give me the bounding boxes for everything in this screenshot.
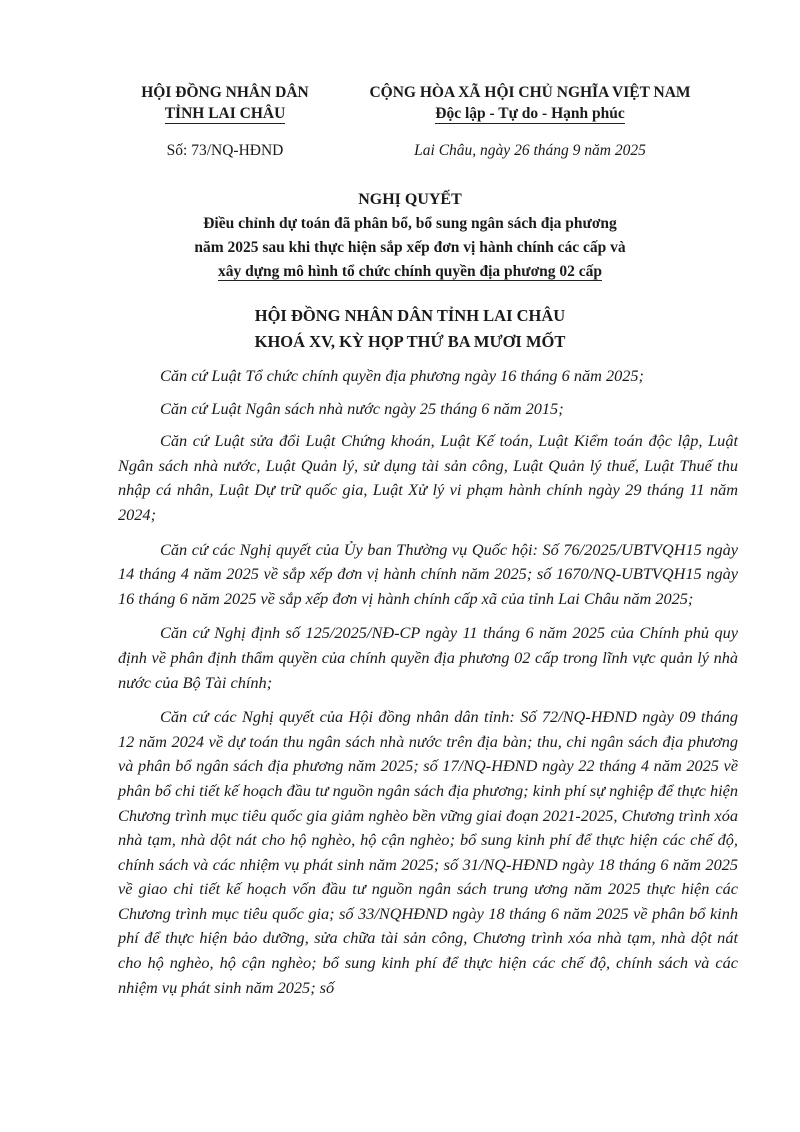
document-number: Số: 73/NQ-HĐND [166,142,284,159]
legal-basis-paragraph: Căn cứ Luật Tổ chức chính quyền địa phương ngày 16 tháng 6 năm 2025; [160,366,644,385]
summary-line-1: Điều chỉnh dự toán đã phân bổ, bổ sung ngân sách địa phương [203,215,617,232]
legal-basis-paragraph: Căn cứ các Nghị quyết của Ủy ban Thường vụ Quốc hội: Số 76/2025/UBTVQH15 ngày 14 tháng 4 năm 2025 về sắp xếp đơn vị hành chính năm 2025; số 1670/NQ-UBTVQH15 ngày 16 tháng 6 năm 2025 về sắp xếp đơn vị hành chính cấp xã của tỉnh Lai Châu năm 2025; [118,539,738,608]
summary-line-3: xây dựng mô hình tổ chức chính quyền địa phương 02 cấp [217,263,603,280]
org-name-line2: TỈNH LAI CHÂU [164,105,286,122]
legal-basis-paragraph: Căn cứ Nghị định số 125/2025/NĐ-CP ngày 11 tháng 6 năm 2025 của Chính phủ quy định về phân định thẩm quyền của chính quyền địa phương 02 cấp trong lĩnh vực quản lý nhà nước của Bộ Tài chính; [118,623,738,692]
council-heading [70,303,750,355]
document-type: NGHỊ QUYẾT [358,191,462,208]
org-name-line1: HỘI ĐỒNG NHÂN DÂN [141,84,309,101]
motto: Độc lập - Tự do - Hạnh phúc [435,105,625,122]
council-session: KHOÁ XV, KỲ HỌP THỨ BA MƯƠI MỐT [254,332,566,351]
legal-basis-paragraph: Căn cứ Luật Ngân sách nhà nước ngày 25 tháng 6 năm 2015; [160,398,564,418]
legal-basis-paragraph: Căn cứ các Nghị quyết của Hội đồng nhân dân tỉnh: Số 72/NQ-HĐND ngày 09 tháng 12 năm 2024 về dự toán thu ngân sách nhà nước trên địa bàn; thu, chi ngân sách địa phương và phân bổ ngân sách địa phương năm 2025; số 17/NQ-HĐND ngày 22 tháng 4 năm 2025 về phân bổ chi tiết kế hoạch đầu tư nguồn ngân sách địa phương; kinh phí sự nghiệp để thực hiện Chương trình mục tiêu quốc gia giảm nghèo bền vững giai đoạn 2021-2025, Chương trình xóa nhà tạm, nhà dột nát cho hộ nghèo, hộ cận nghèo; bổ sung kinh phí để thực hiện các chế độ, chính sách và các nhiệm vụ phát sinh năm 2025; số 31/NQ-HĐND ngày 18 tháng 6 năm 2025 về giao chi tiết kế hoạch vốn đầu tư nguồn ngân sách trung ương năm 2025 thực hiện các Chương trình mục tiêu quốc gia; số 33/NQHĐND ngày 18 tháng 6 năm 2025 về phân bổ kinh phí để thực hiện bảo dưỡng, sửa chữa tài sản công, Chương trình xóa nhà tạm, nhà dột nát cho hộ nghèo, hộ cận nghèo; bổ sung kinh phí để thực hiện các chế độ, chính sách và các nhiệm vụ phát sinh năm 2025; số [118,707,738,997]
summary-line-2: năm 2025 sau khi thực hiện sắp xếp đơn vị hành chính các cấp và [194,239,626,256]
document-title [70,188,750,284]
place-and-date: Lai Châu, ngày 26 tháng 9 năm 2025 [414,142,646,159]
national-motto [350,82,710,124]
legal-basis-paragraph: Căn cứ Luật sửa đổi Luật Chứng khoán, Luật Kế toán, Luật Kiểm toán độc lập, Luật Ngân sách nhà nước, Luật Quản lý, sử dụng tài sản công, Luật Quản lý thuế, Luật Thuế thu nhập cá nhân, Luật Dự trữ quốc gia, Luật Xử lý vi phạm hành chính ngày 29 tháng 11 năm 2024; [118,431,738,524]
issuing-organization [100,82,350,124]
council-name: HỘI ĐỒNG NHÂN DÂN TỈNH LAI CHÂU [254,306,566,325]
document-body [118,364,738,1010]
nation-name: CỘNG HÒA XÃ HỘI CHỦ NGHĨA VIỆT NAM [369,84,691,101]
